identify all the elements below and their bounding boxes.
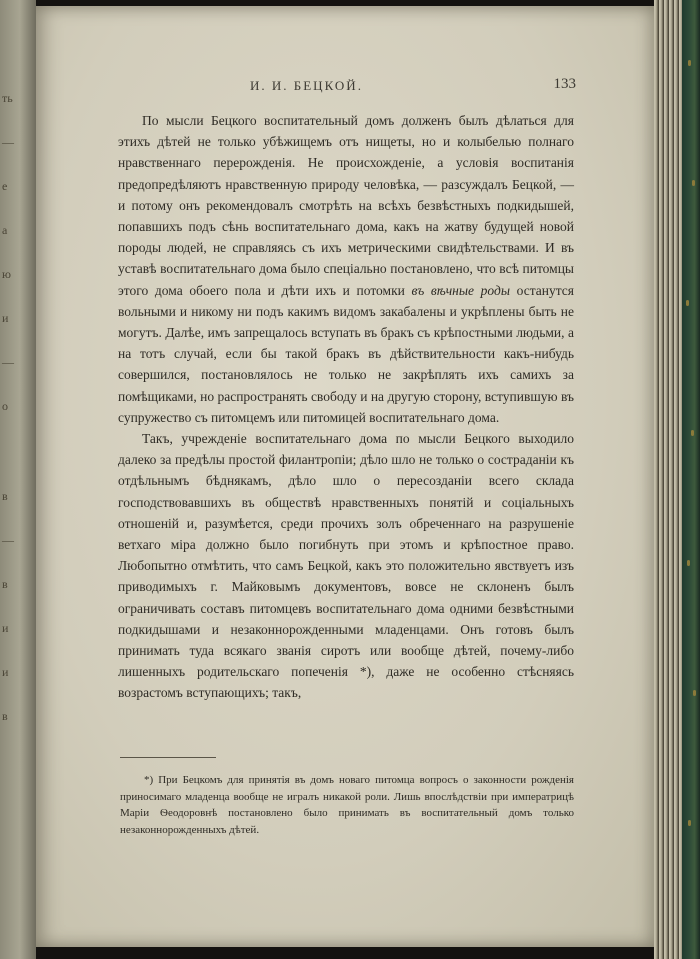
- left-page-fragment: а: [2, 223, 8, 237]
- body-text: [118, 110, 574, 704]
- binding-pattern: [692, 180, 695, 186]
- left-page-fragment: е: [2, 179, 8, 193]
- footnote: [120, 772, 574, 838]
- left-page-fragment: о: [2, 399, 8, 413]
- paragraph-1-italic: въ вѣчные роды: [411, 282, 510, 298]
- left-page-fragment: и: [2, 665, 9, 679]
- left-page-fragment: в: [2, 489, 8, 503]
- footnote-rule: [120, 757, 216, 758]
- running-header: [36, 78, 654, 98]
- footnote-text: *) При Бецкомъ для принятія въ домъ новаго питомца вопросъ о законности рожденія приносимаго младенца вообще не игралъ никакой роли. Лишь впослѣдствіи при императрицѣ Маріи Ѳеодоровнѣ постановлено было принимать въ воспитательный домъ только незаконнорожденныхъ дѣтей.: [120, 774, 574, 836]
- paragraph-2: Такъ, учрежденіе воспитательнаго дома по мысли Бецкого выходило далеко за предѣлы простой филантропіи; дѣло шло не только о состраданіи къ отдѣльнымъ бѣднякамъ, дѣло шло о пересозданіи всего склада господствовавшихъ въ обществѣ нравственныхъ понятій и соціальныхъ отношеній и, разумѣется, среди прочихъ золъ обреченнаго на разрушеніе ветхаго міра должно было погибнуть при этомъ и крѣпостное право. Любопытно отмѣтить, что самъ Бецкой, какъ это положительно явствуетъ изъ приводимыхъ г. Майковымъ документовъ, вовсе не склоненъ былъ ограничивать составъ питомцевъ воспитательнаго дома одними безвѣстными подкидышами и незаконнорожденными младенцами. Онъ готовъ былъ принимать туда всякаго званія сиротъ или вообще дѣтей, почему-либо лишенныхъ родительскаго попеченія *), даже не особенно стѣсняясь возрастомъ вступающихъ; такъ,: [118, 431, 574, 701]
- left-page-fragment: —: [2, 135, 14, 149]
- left-page-fragment: ть: [2, 91, 13, 105]
- book-page: [36, 6, 654, 947]
- left-page-edge: [0, 0, 36, 959]
- binding-pattern: [691, 430, 694, 436]
- left-page-fragment: —: [2, 533, 14, 547]
- left-page-fragment: ю: [2, 267, 11, 281]
- binding-pattern: [693, 690, 696, 696]
- left-page-fragment: в: [2, 577, 8, 591]
- book-binding: [682, 0, 700, 959]
- left-page-fragment: —: [2, 355, 14, 369]
- running-title: И. И. БЕЦКОЙ.: [250, 78, 363, 93]
- left-page-fragment: и: [2, 311, 9, 325]
- page-number: 133: [553, 76, 576, 92]
- left-page-fragment: в: [2, 709, 8, 723]
- paragraph-1-part-a: По мысли Бецкого воспитательный домъ долженъ былъ дѣлаться для этихъ дѣтей не только убѣжищемъ отъ нищеты, но и колыбелью полнаго нравственнаго перерожденія. Не происхожденіе, а условія воспитанія предопредѣляютъ нравственную природу человѣка, — разсуждалъ Бецкой, — и потому онъ рекомендовалъ смотрѣть на всѣхъ безвѣстныхъ подкидышей, попавшихъ подъ сѣнь воспитательнаго дома, какъ на жатву будущей новой породы людей, не справляясь съ ихъ метрическими свидѣтельствами. И въ уставѣ воспитательнаго дома было спеціально постановлено, что всѣ питомцы этого дома обоего пола и дѣти ихъ и потомки: [118, 113, 574, 298]
- binding-pattern: [686, 300, 689, 306]
- binding-pattern: [687, 560, 690, 566]
- binding-pattern: [688, 820, 691, 826]
- left-page-fragment: и: [2, 621, 9, 635]
- binding-pattern: [688, 60, 691, 66]
- paragraph-1-part-b: останутся вольными и никому ни подъ какимъ видомъ закабалены и укрѣплены быть не могутъ. Далѣе, имъ запрещалось вступать въ бракъ съ крѣпостными людьми, а на тотъ случай, если бы такой бракъ въ дѣйствительности какъ-нибудь совершился, постановлялось не только не закрѣплять ихъ самихъ за помѣщиками, но распространять свободу и на другую сторону, вступившую въ супружество съ питомцемъ или питомицей воспитательнаго дома.: [118, 282, 575, 425]
- paragraph-1: [118, 110, 574, 428]
